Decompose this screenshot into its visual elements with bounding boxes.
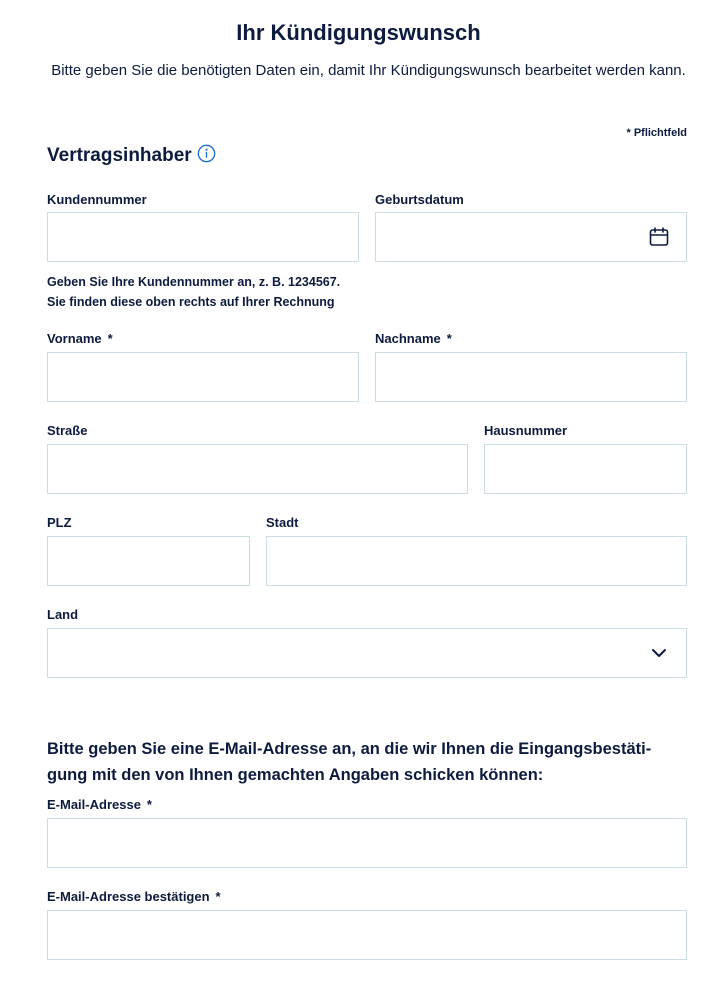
email-field[interactable] — [47, 818, 687, 868]
kundennummer-hint: Geben Sie Ihre Kundennummer an, z. B. 1234567. Sie finden diese oben rechts auf Ihrer Rechnung — [47, 275, 341, 309]
email-input[interactable] — [48, 819, 686, 867]
stadt-input[interactable] — [267, 537, 686, 585]
label-vorname: Vorname * — [47, 331, 113, 346]
page-subtitle: Bitte geben Sie die benötigten Daten ein, damit Ihr Kündigungswunsch bearbeitet werden kann. — [51, 62, 686, 79]
label-strasse: Straße — [47, 423, 88, 438]
label-hausnummer: Hausnummer — [484, 423, 568, 438]
label-land: Land — [47, 607, 79, 622]
section-heading-vertragsinhaber — [47, 145, 216, 167]
info-icon[interactable] — [197, 144, 216, 163]
page-title: Ihr Kündigungswunsch — [236, 20, 481, 45]
section-title: Vertragsinhaber — [47, 145, 192, 166]
required-asterisk: * — [146, 797, 152, 812]
label-nachname: Nachname * — [375, 331, 452, 346]
email-intro-text: Bitte geben Sie eine E-Mail-Adresse an, an die wir Ihnen die Eingangsbestäti- gung mit den von Ihnen gemachten Angaben schicken können: — [47, 740, 652, 784]
calendar-icon[interactable] — [648, 226, 670, 248]
vorname-input[interactable] — [48, 353, 358, 401]
required-field-note: * Pflichtfeld — [626, 127, 687, 139]
stadt-field[interactable] — [266, 536, 687, 586]
kundennummer-field[interactable] — [47, 212, 359, 262]
geburtsdatum-input[interactable] — [376, 213, 686, 261]
required-asterisk: * — [107, 331, 113, 346]
email-confirm-input[interactable] — [48, 911, 686, 959]
plz-input[interactable] — [48, 537, 249, 585]
chevron-down-icon[interactable] — [648, 642, 670, 664]
required-asterisk: * — [215, 889, 221, 904]
strasse-input[interactable] — [48, 445, 467, 493]
plz-field[interactable] — [47, 536, 250, 586]
email-confirm-field[interactable] — [47, 910, 687, 960]
hausnummer-input[interactable] — [485, 445, 686, 493]
nachname-input[interactable] — [376, 353, 686, 401]
geburtsdatum-field[interactable] — [375, 212, 687, 262]
label-stadt: Stadt — [266, 515, 299, 530]
label-plz: PLZ — [47, 515, 72, 530]
strasse-field[interactable] — [47, 444, 468, 494]
label-kundennummer: Kundennummer — [47, 192, 147, 207]
label-geburtsdatum: Geburtsdatum — [375, 192, 464, 207]
vorname-field[interactable] — [47, 352, 359, 402]
nachname-field[interactable] — [375, 352, 687, 402]
hausnummer-field[interactable] — [484, 444, 687, 494]
land-select[interactable] — [47, 628, 687, 678]
required-asterisk: * — [446, 331, 452, 346]
label-email-confirm: E-Mail-Adresse bestätigen * — [47, 889, 221, 904]
label-email: E-Mail-Adresse * — [47, 797, 152, 812]
kundennummer-input[interactable] — [48, 213, 358, 261]
